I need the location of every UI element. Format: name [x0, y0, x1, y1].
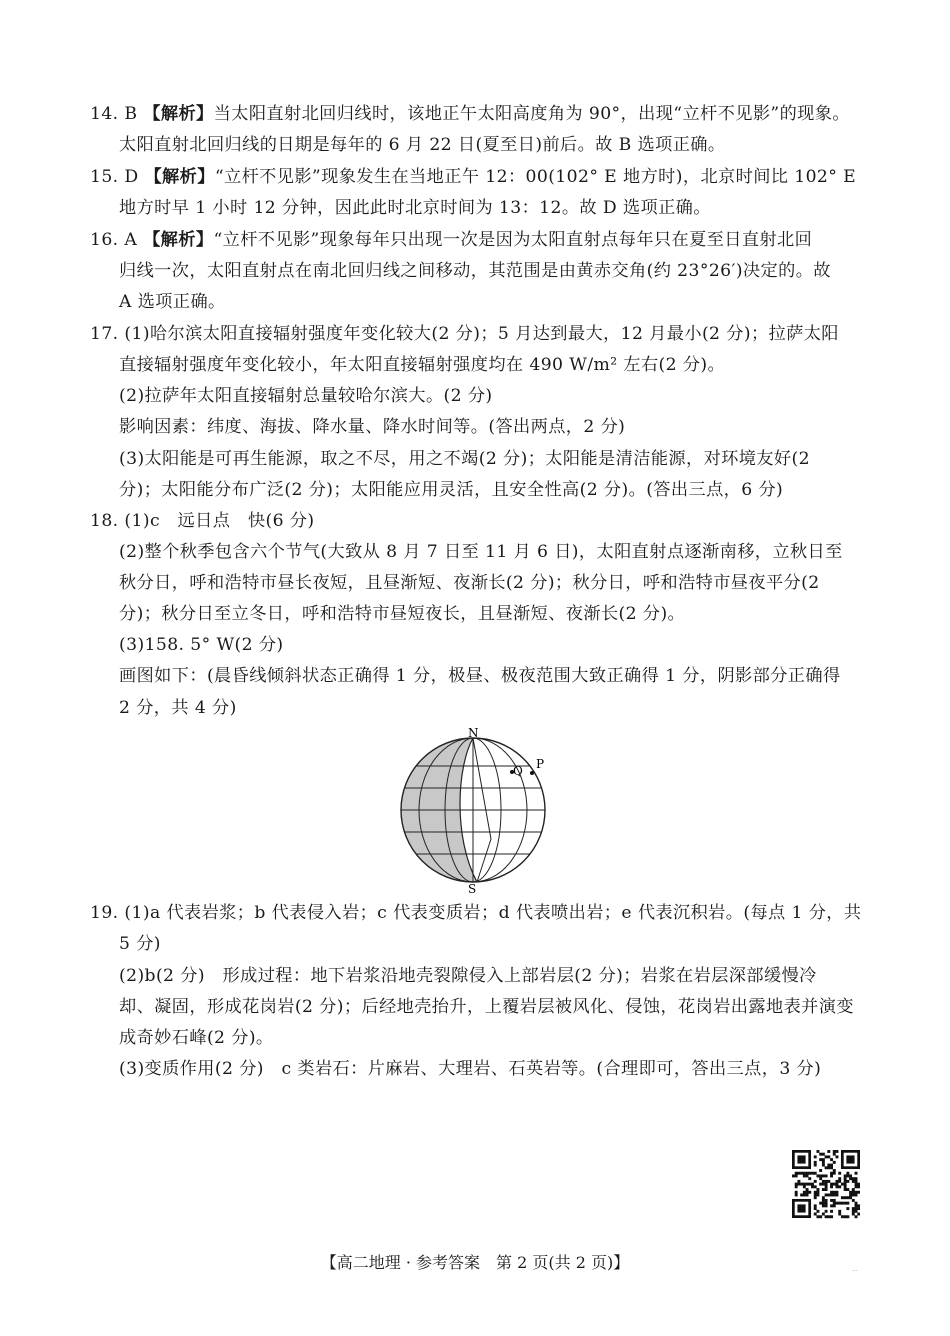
page-footer: 【高二地理 · 参考答案 第 2 页(共 2 页)】 — [320, 1253, 630, 1272]
q14-line1: 14. B 【解析】当太阳直射北回归线时，该地正午太阳高度角为 90°，出现“立杆不见影”的现象。 — [90, 104, 850, 124]
q16-line2: 归线一次，太阳直射点在南北回归线之间移动，其范围是由黄赤交角(约 23°26′)决定的。故 — [119, 261, 831, 281]
q16-line3: A 选项正确。 — [119, 292, 226, 312]
q18-line6: 画图如下：(晨昏线倾斜状态正确得 1 分，极昼、极夜范围大致正确得 1 分，阴影部分正确得 — [119, 666, 841, 686]
q18-line5: (3)158. 5° W(2 分) — [119, 635, 284, 655]
q18-line1: 18. (1)c 远日点 快(6 分) — [90, 511, 315, 531]
q17-line5: (3)太阳能是可再生能源，取之不尽，用之不竭(2 分)；太阳能是清洁能源，对环境友好(2 — [119, 449, 810, 469]
q18-line2: (2)整个秋季包含六个节气(大致从 8 月 7 日至 11 月 6 日)，太阳直射点逐渐南移，立秋日至 — [119, 542, 843, 562]
q17-line2: 直接辐射强度年变化较小，年太阳直接辐射强度均在 490 W/m² 左右(2 分)。 — [119, 355, 726, 375]
q17-line1: 17. (1)哈尔滨太阳直接辐射强度年变化较大(2 分)；5 月达到最大，12 月最小(2 分)；拉萨太阳 — [90, 324, 839, 344]
q18-line4: 分)；秋分日至立冬日，呼和浩特市昼短夜长，且昼渐短、夜渐长(2 分)。 — [119, 604, 686, 624]
corner-mark: ... — [852, 1266, 858, 1273]
q17-line3: (2)拉萨年太阳直接辐射总量较哈尔滨大。(2 分) — [119, 386, 493, 406]
q19-line4: 却、凝固，形成花岗岩(2 分)；后经地壳抬升，上覆岩层被风化、侵蚀，花岗岩出露地表并演变 — [119, 997, 854, 1017]
label-q: Q — [513, 764, 523, 778]
label-s: S — [468, 882, 477, 896]
globe-diagram — [395, 727, 555, 897]
label-p: P — [536, 757, 545, 771]
q15-line1: 15. D 【解析】“立杆不见影”现象发生在当地正午 12：00(102° E 地方时)，北京时间比 102° E — [90, 167, 857, 187]
q19-line1: 19. (1)a 代表岩浆；b 代表侵入岩；c 代表变质岩；d 代表喷出岩；e 代表沉积岩。(每点 1 分，共 — [90, 903, 862, 923]
q18-line3: 秋分日，呼和浩特市昼长夜短，且昼渐短、夜渐长(2 分)；秋分日，呼和浩特市昼夜平分(2 — [119, 573, 820, 593]
q19-line6: (3)变质作用(2 分) c 类岩石：片麻岩、大理岩、石英岩等。(合理即可，答出三点，3 分) — [119, 1059, 822, 1079]
q14-line2: 太阳直射北回归线的日期是每年的 6 月 22 日(夏至日)前后。故 B 选项正确。 — [119, 135, 726, 155]
point-p — [530, 771, 534, 775]
q19-line3: (2)b(2 分) 形成过程：地下岩浆沿地壳裂隙侵入上部岩层(2 分)；岩浆在岩层深部缓慢冷 — [119, 966, 817, 986]
q17-line6: 分)；太阳能分布广泛(2 分)；太阳能应用灵活，且安全性高(2 分)。(答出三点，6 分) — [119, 480, 784, 500]
q18-line7: 2 分，共 4 分) — [119, 698, 237, 718]
q17-line4: 影响因素：纬度、海拔、降水量、降水时间等。(答出两点，2 分) — [119, 417, 626, 437]
q16-line1: 16. A 【解析】“立杆不见影”现象每年只出现一次是因为太阳直射点每年只在夏至日直射北回 — [90, 230, 813, 250]
q19-line2: 5 分) — [119, 934, 161, 954]
q15-line2: 地方时早 1 小时 12 分钟，因此此时北京时间为 13：12。故 D 选项正确。 — [119, 198, 711, 218]
label-n: N — [468, 727, 479, 740]
qr-code — [792, 1137, 860, 1232]
q19-line5: 成奇妙石峰(2 分)。 — [119, 1028, 274, 1048]
